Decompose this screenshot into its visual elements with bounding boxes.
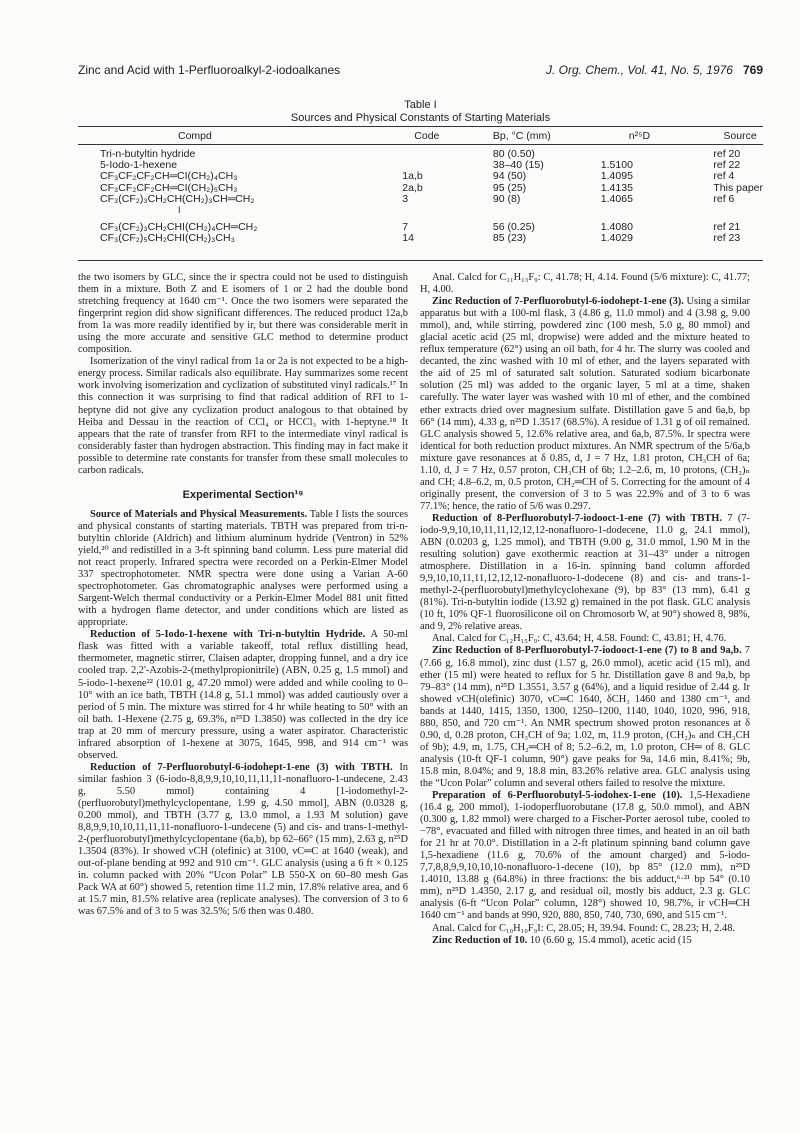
paragraph: Anal. Calcd for C₁₁H₁₃F₉: C, 41.78; H, 4.14. Found (5/6 mixture): C, 41.77; H, 4.00.: [420, 272, 750, 296]
cell-bp: 94 (50): [492, 170, 527, 183]
cell-compd: CF₃(CF₂)₃CH₂CH(CH₂)₃CH═CH₂: [100, 192, 255, 205]
paragraph: [420, 790, 750, 923]
paragraph-body: Table I lists the sources and physical constants of starting materials. TBTH was prepared from tri-n-butyltin chloride (Aldrich) and lithium aluminum hydride (Ventron) in 52% yield,²⁰ and redistilled in a 3-ft spinning band column. Less pure material did not react properly. Infrared spectra were recorded on a Perkin-Elmer Model 337 spectrophotometer. NMR spectra were done using a Varian A-60 spectrophotometer. Gas chromatographic analyses were performed using a Sargent-Welch thermal conductivity or a Perkin-Elmer Model 881 unit fitted with a hydrogen flame detector, and under conditions which are listed as appropriate.: [78, 508, 409, 629]
cell-code: [402, 149, 493, 160]
table-top-rule: [78, 126, 763, 127]
cell-nd: 1.5100: [600, 159, 633, 172]
page-header: [78, 63, 763, 77]
cell-source: ref 22: [713, 159, 741, 172]
col-compd: Compd: [178, 130, 212, 142]
table-row: [78, 233, 763, 244]
paragraph-heading: Zinc Reduction of 10.: [432, 934, 528, 946]
cell-code: 1a,b: [402, 170, 423, 183]
cell-bp: 85 (23): [492, 232, 527, 245]
paragraph-heading: Preparation of 6-Perfluorobutyl-5-iodohex-1-ene (10).: [432, 790, 683, 802]
cell-bp: 90 (8): [492, 192, 521, 205]
cell-nd: 1.4065: [600, 192, 633, 205]
paragraph-body: 7 (7.66 g, 16.8 mmol), zinc dust (1.57 g, 26.0 mmol), acetic acid (15 ml), and ether (15 ml) were heated to reflux for 5 hr. Distillation gave 8 and 9a,b, bp 79–83° (14 mm), n²⁵D 1.3551, 3.57 g (64%), and a liquid residue of 2.44 g. Ir showed νCH(olefinic) 3070, νC═C 1640, δCH₃ 1460 and 1380 cm⁻¹, and bands at 1440, 1415, 1350, 1300, 1250–1200, 1140, 1040, 1020, 996, 918, 880, 850, and 720 cm⁻¹. An NMR spectrum showed proton resonances at δ 0.90, d, 0.28 proton, CH₃CH of 9a; 1.02, m, 11.9 proton, (CH₂)ₙ and CH₃CH of 9b); 4.9, m, 1.75, CH₂═CH of 8; 5.2–6.2, m, 1.0 proton, CH═ of 8. GLC analysis (10-ft QF-1 column, 90°) gave peaks for 9a, 14.6 min, 8.41%; 9b, 15.8 min, 8.04%; and 9, 18.8 min, 83.26% relative area. GLC analysis using the “Ucon Polar” column and several others failed to resolve the mixture.: [420, 645, 750, 789]
left-column: [78, 272, 408, 918]
cell-compd: CF₃(CF₂)₃CH₂CHI(CH₂)₄CH═CH₂: [100, 221, 258, 234]
paragraph-heading: Reduction of 7-Perfluorobutyl-6-iodohept-1-ene (3) with TBTH.: [90, 761, 393, 773]
paragraph-heading: Zinc Reduction of 7-Perfluorobutyl-6-iodohept-1-ene (3).: [432, 296, 684, 308]
col-bp: Bp, °C (mm): [492, 130, 551, 142]
paragraph: [420, 645, 750, 790]
paragraph-body: 1,5-Hexadiene (16.4 g, 200 mmol), 1-iodoperfluorobutane (17.8 g, 50.0 mmol), and ABN (0.300 g, 1.82 mmol) were charged to a Fischer-Porter aerosol tube, cooled to −78°, evacuated and filled with nitrogen three times, and heated in an oil bath for 21 hr at 70.0°. Distillation in a 2-ft platinum spinning band column gave 1,5-hexadiene (11.6 g, 70.6% of the amount charged) and 5-iodo-7,7,8,8,9,9,10,10,10-nonafluoro-1-decene (10), bp 85° (12.0 mm), n²⁵D 1.4010, 13.88 g (64.8%) in three fractions: the bis adduct,⁶·²¹ bp 54° (0.10 mm), n²⁵D 1.4350, 2.17 g, and residual oil, mostly bis adduct, 2.3 g. GLC analysis (6-ft “Ucon Polar” column, 128°) showed 10, 98.7%, ir νCH═CH 1640 cm⁻¹ and bands at 990, 920, 880, 850, 740, 730, 690, and 515 cm⁻¹.: [420, 790, 750, 922]
section-title: Experimental Section¹⁹: [182, 488, 304, 501]
paragraph-body: A 50-ml flask was fitted with a variable takeoff, total reflux distilling head, thermometer, magnetic stirrer, Claisen adapter, dropping funnel, and a dry ice cooled trap. 2,2'-Azobis-2-(methylpropionitrile) (ABN, 0.25 g, 1.5 mmol) and 5-iodo-1-hexene²² (10.01 g, 47.20 mmol) were added and while cooling to 0–10° with an ice bath, TBTH (14.8 g, 51.1 mmol) was added cautiously over a period of 5 min. The mixture was stirred for 4 hr while heating to 50° with an oil bath. 1-Hexene (2.75 g, 69.3%, n²⁵D 1.3850) was collected in the dry ice trap at 20 mm of mercury pressure, using a water aspirator. Characteristic infrared absorption of 1-hexene at 3075, 1645, 998, and 914 cm⁻¹ was observed.: [78, 629, 409, 761]
paragraph: [420, 935, 750, 947]
right-column: [420, 272, 750, 947]
running-title: Zinc and Acid with 1-Perfluoroalkyl-2-iodoalkanes: [78, 63, 341, 77]
cell-compd: 5-Iodo-1-hexene: [100, 159, 178, 172]
cell-code: 2a,b: [402, 181, 423, 194]
cell-compd: Tri-n-butyltin hydride: [100, 148, 196, 160]
cell-nd: 1.4029: [600, 232, 633, 245]
paragraph-heading: Source of Materials and Physical Measurements.: [90, 508, 308, 520]
table-subscript-row: [78, 205, 763, 216]
cell-nd: 1.4080: [600, 221, 633, 234]
paragraph-heading: Zinc Reduction of 8-Perfluorobutyl-7-iodooct-1-ene (7) to 8 and 9a,b.: [432, 645, 742, 657]
cell-code: 3: [402, 192, 409, 205]
paragraph-body: Using a similar apparatus but with a 100-ml flask, 3 (4.86 g, 11.0 mmol) and 4 (3.98 g, 9.00 mmol), and, while stirring, powdered zinc (100 mesh, 5.0 g, 80 mmol) and glacial acetic acid (25 ml, dropwise) were added and the mixture heated to reflux temperature (62°) using an oil bath, for 4 hr. The slurry was cooled and decanted, the zinc washed with 10 ml of ether, and the layers separated with the aid of 25 ml of saturated salt solution. Saturated sodium bicarbonate solution (25 ml) was added to the organic layer, 5 ml at a time, shaken carefully. The water layer was washed with 10 ml of ether, and the combined ether extracts dried over magnesium sulfate. Distillation gave 5 and 6a,b, bp 66° (14 mm), 4.33 g, n²⁵D 1.3517 (68.5%). A residue of 1.31 g of oil remained. GLC analysis showed 5, 12.6% relative area, and 6a,b, 87.5%. Ir spectra were identical for both reduction product mixtures. An NMR spectrum of the 5/6a,b mixture gave resonances at δ 0.85, d, J = 7 Hz, 1.81 proton, CH₃CH of 6a; 1.10, d, J = 7 Hz, 0.57 proton, CH₃CH of 6b; 1.2–2.6, m, 10 protons, (CH₂)ₙ and CH; 4.8–6.2, m, 0.5 proton, CH₂═CH of 5. Correcting for the amount of 4 originally present, the conversion of 3 to 5 was 22.9% and of 3 to 6 was 77.1%; hence, the ratio of 5/6 was 0.297.: [420, 296, 750, 512]
table-bottom-rule: [78, 260, 763, 261]
paragraph: [78, 509, 408, 629]
cell-source: ref 4: [713, 170, 735, 183]
cell-bp: 38–40 (15): [492, 159, 544, 172]
paragraph: [420, 513, 750, 633]
paragraph: [78, 629, 408, 762]
table-row: [78, 194, 763, 205]
cell-code: 14: [402, 232, 414, 245]
table-sources-constants: [78, 128, 763, 245]
col-code: Code: [414, 130, 440, 142]
paragraph-heading: Reduction of 8-Perfluorobutyl-7-iodooct-1-ene (7) with TBTH.: [432, 512, 722, 524]
table-title: Sources and Physical Constants of Starting Materials: [290, 112, 551, 124]
table-header-row: [78, 128, 763, 145]
paragraph: Anal. Calcd for C₁₂H₁₅F₉: C, 43.64; H, 4.58. Found: C, 43.81; H, 4.76.: [432, 633, 727, 645]
paragraph: [420, 296, 750, 513]
paragraph-body: 7 (7-iodo-9,9,10,10,11,11,12,12,12-nonafluoro-1-dodecene, 11.0 g, 24.1 mmol), ABN (0.0203 g, 1.25 mmol), and TBTH (9.00 g, 31.0 mmol, 1.90 M in the resulting solution) gave exothermic reaction at 31–43° under a nitrogen atmosphere. Distillation in a 16-in. spinning band column afforded 9,9,10,10,11,11,12,12,12-nonafluoro-1-dodecene (8) and cis- and trans-1-methyl-2-(perfluorobutyl)methylcyclohexane (9), bp 83° (13 mm), 6.41 g (81%). Tri-n-butyltin iodide (13.92 g) remained in the pot flask. GLC analysis (10 ft, 10% QF-1 fluorosilicone oil on Chromosorb W, at 90°) showed 8, 98%, and 9, 2% relative areas.: [420, 512, 750, 633]
journal-name: J. Org. Chem., Vol. 41, No. 5, 1976: [545, 63, 733, 77]
page-number: 769: [742, 63, 763, 77]
table-number: Table I: [404, 99, 437, 111]
paragraph-heading: Reduction of 5-Iodo-1-hexene with Tri-n-butyltin Hydride.: [90, 629, 366, 641]
cell-source: This paper: [713, 181, 763, 194]
cell-compd: CF₃(CF₂)₅CH₂CHI(CH₂)₃CH₃: [100, 232, 235, 245]
cell-source: ref 6: [713, 192, 735, 205]
table-row: [78, 149, 763, 160]
table-row: [78, 171, 763, 182]
journal-citation: [546, 63, 763, 77]
col-source: Source: [723, 130, 757, 142]
cell-source: ref 20: [713, 148, 741, 160]
cell-code: 7: [402, 221, 409, 234]
paragraph: Anal. Calcd for C₁₀H₁₀F₉I: C, 28.05; H, 39.94. Found: C, 28.23; H, 2.48.: [432, 922, 735, 934]
cell-bp: 56 (0.25): [492, 221, 535, 234]
cell-source: ref 21: [713, 221, 741, 234]
cell-compd: CF₃CF₂CF₂CH═CI(CH₂)₄CH₃: [100, 170, 238, 183]
paragraph: Isomerization of the vinyl radical from 1a or 2a is not expected to be a high-energy process. Similar radicals also equilibrate. Hay summarizes some recent work involving isomerization and cyclization of substituted vinyl radicals.¹⁷ In this connection it was surprising to find that radical addition of RFI to 1-heptyne did not give any cyclization product analogous to that obtained by Heiba and Dessau in the reaction of CCl₄ or HCCl₃ with 1-heptyne.¹⁸ It appears that the rate of transfer from RFI to the intermediate vinyl radical is considerably faster than hydrogen abstraction. This finding may in fact make it possible to determine rate constants for transfer from these small molecules to carbon radicals.: [78, 356, 408, 476]
table-caption: [78, 99, 763, 125]
paragraph: [78, 762, 408, 919]
paragraph-body: 10 (6.60 g, 15.4 mmol), acetic acid (15: [527, 934, 692, 946]
iodo-substituent-mark: I: [178, 205, 181, 216]
cell-source: ref 23: [713, 232, 741, 245]
cell-bp: 80 (0.50): [492, 148, 535, 160]
cell-nd: 1.4095: [600, 170, 633, 183]
cell-nd: 1.4135: [600, 181, 633, 194]
cell-compd: CF₃CF₂CF₂CH═CI(CH₂)₅CH₃: [100, 181, 238, 194]
col-refractive-index: n²⁵D: [628, 130, 651, 142]
paragraph: the two isomers by GLC, since the ir spectra could not be used to distinguish them in a mixture. Both Z and E isomers of 1 or 2 had the double bond stretching frequency at 1640 cm⁻¹. Once the two isomers were separated the fingerprint region did show significant differences. The reduced product 12a,b from 1a was more readily identified by ir, but there was considerable merit in using the more accurate and sensitive GLC method to determine product composition.: [78, 272, 408, 356]
paragraph-body: In similar fashion 3 (6-iodo-8,8,9,9,10,10,11,11,11-nonafluoro-1-undecene, 2.43 g, 5.50 mmol) containing 4 [1-iodomethyl-2-(perfluorobutyl)methylcyclopentane, 1.99 g, 4.50 mmol], ABN (0.0328 g, 0.200 mmol), and TBTH (3.77 g, 13.0 mmol, a 1.93 M solution) gave 8,8,9,9,10,10,11,11,11-nonafluoro-1-undecene (5) and cis- and trans-1-methyl-2-(perfluorobutyl)methylcyclopentane (6a,b), bp 62–66° (15 mm), 2.63 g, n²⁵D 1.3504 (83%). Ir showed νCH (olefinic) at 3100, νC═C at 1640 (weak), and out-of-plane bending at 992 and 910 cm⁻¹. GLC analysis (using a 6 ft × 0.125 in. column packed with 20% “Ucon Polar” LB 550-X on 60–80 mesh Gas Pack WA at 60°) showed 5, retention time 11.2 min, 17.8% relative area, and 6 at 15.7 min, 81.5% relative area (replicate analyses). The conversion of 3 to 6 was 67.5% and of 3 to 5 was 32.5%; 5/6 then was 0.480.: [78, 761, 408, 918]
cell-bp: 95 (25): [492, 181, 527, 194]
